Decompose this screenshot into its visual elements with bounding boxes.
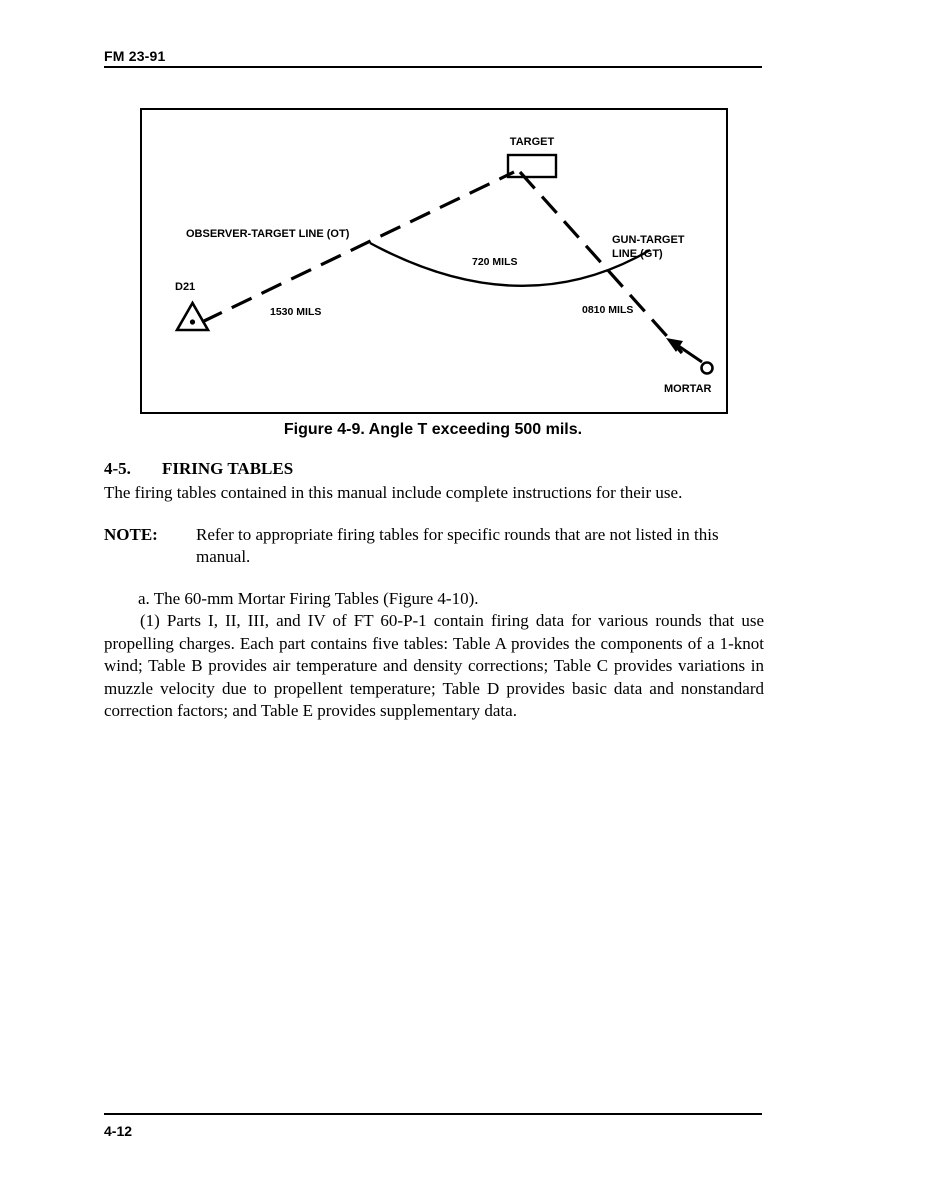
header-divider [104, 66, 762, 68]
figure-4-9 [140, 108, 728, 414]
note-block [104, 524, 769, 568]
note-text-line-2: manual. [196, 547, 251, 566]
gun-target-line [520, 172, 682, 353]
paragraph-a-1: (1) Parts I, II, III, and IV of FT 60-P-1 contain firing data for various rounds that use propelling charges. Each part contains five tables: Table A provides the components of a 1-knot wind; Table B provides air temperature and density corrections; Table C provides variations in muzzle velocity due to propellent temperature; Table D provides basic data and nonstandard correction factors; and Table E provides supplementary data. [104, 611, 764, 720]
mortar-label: MORTAR [664, 383, 712, 395]
observer-id-label: D21 [175, 281, 196, 293]
page-number-label: 4-12 [104, 1123, 133, 1139]
manual-id-label: FM 23-91 [104, 48, 166, 64]
observer-symbol [177, 303, 208, 330]
section-intro-paragraph: The firing tables contained in this manual include complete instructions for their use. [104, 483, 683, 502]
page-footer [104, 1113, 762, 1139]
paragraph-a: a. The 60-mm Mortar Firing Tables (Figure 4-10). [138, 589, 479, 608]
section-heading [104, 459, 293, 479]
section-number: 4-5. [104, 459, 131, 478]
gun-target-line-label-1: GUN-TARGET [612, 234, 685, 246]
gun-target-line-label-2: LINE (GT) [612, 248, 663, 260]
target-symbol [508, 155, 556, 177]
section-title: FIRING TABLES [162, 459, 294, 478]
figure-diagram [142, 110, 726, 412]
observer-dot [190, 319, 195, 324]
angle-ot-label: 1530 MILS [270, 306, 322, 318]
figure-caption: Figure 4-9. Angle T exceeding 500 mils. [283, 421, 583, 438]
mortar-symbol [702, 363, 713, 374]
note-label: NOTE: [104, 525, 158, 544]
page-header [104, 48, 762, 68]
footer-divider [104, 1113, 762, 1115]
observer-target-line-label: OBSERVER-TARGET LINE (OT) [186, 228, 350, 240]
note-text-line-1: Refer to appropriate firing tables for specific rounds that are not listed in this [196, 525, 719, 544]
angle-t-label: 720 MILS [472, 256, 518, 268]
observer-target-line [202, 172, 514, 322]
target-label: TARGET [509, 136, 555, 148]
angle-gt-label: 0810 MILS [582, 304, 634, 316]
